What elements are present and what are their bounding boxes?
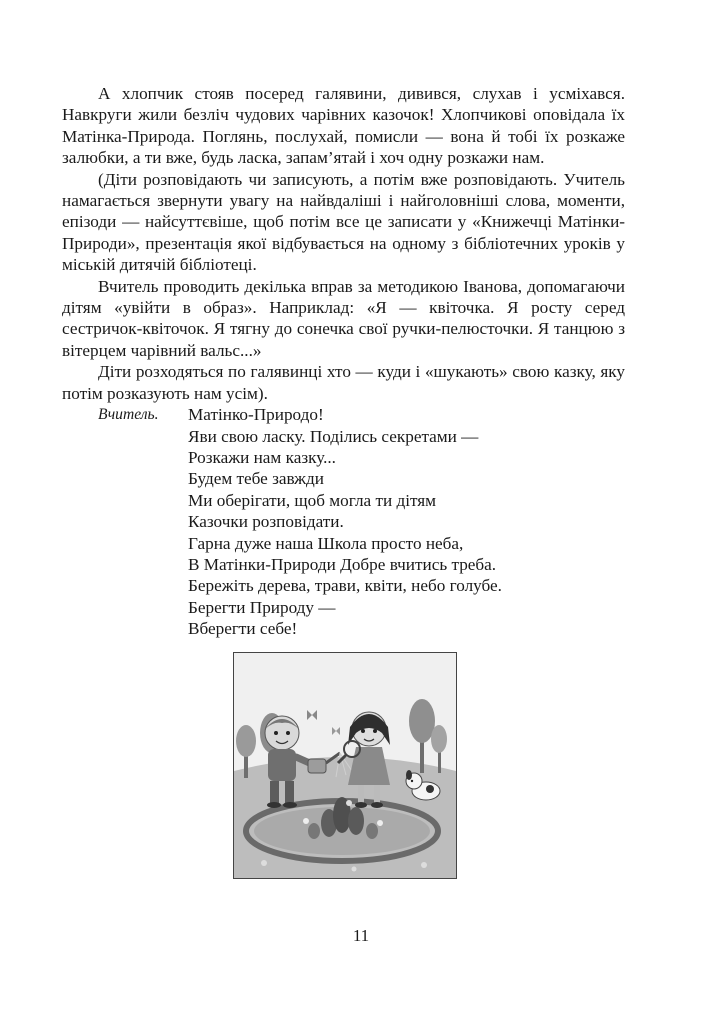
paragraph-4: Діти розходяться по галявинці хто — куди і «шукають» свою казку, яку потім розказують нам усім). xyxy=(62,362,625,403)
page-number: 11 xyxy=(352,926,370,945)
children-garden-illustration xyxy=(233,652,457,879)
verse-line: Берегти Природу — xyxy=(188,597,336,617)
main-text xyxy=(62,83,625,639)
speaker-label: Вчитель. xyxy=(98,406,159,424)
paragraph-1: А хлопчик стояв посеред галявини, дивився, слухав і усміхався. Навкруги жили безліч чудових чарівних казочок! Хлопчикові оповідала їх Матінка-Природа. Поглянь, послухай, помисли — вона й тобі їх розкаже залюбки, а ти вже, будь ласка, запам’ятай і хоч одну розкажи нам. xyxy=(62,84,625,168)
paragraph-2: (Діти розповідають чи записують, а потім вже розповідають. Учитель намагається звернути увагу на найвдаліші і найголовніші слова, моменти, епізоди — найсуттєвіше, щоб потім все це записати у «Книжечці Матінки-Природи», презентація якої відбувається на одному з бібліотечних уроків у міській дитячій бібліотеці. xyxy=(62,169,625,275)
verse-line: В Матінки-Природи Добре вчитись треба. xyxy=(188,554,497,574)
verse-line: Вберегти себе! xyxy=(188,619,298,639)
verse-line: Казочки розповідати. xyxy=(188,512,344,532)
verse-line: Яви свою ласку. Поділись секретами — xyxy=(188,426,479,446)
paragraph-3: Вчитель проводить декілька вправ за методикою Іванова, допомагаючи дітям «увійти в образ». Наприклад: «Я — квіточка. Я росту серед сестричок-квіточок. Я тягну до сонечка свої ручки-пелюсточки. Я танцюю з вітерцем чарівний вальс...» xyxy=(62,276,625,360)
verse-lines xyxy=(188,404,502,639)
illustration-drawing xyxy=(234,653,456,878)
verse-block xyxy=(62,404,625,639)
verse-line: Будем тебе завжди xyxy=(188,469,324,489)
verse-line: Бережіть дерева, трави, квіти, небо голубе. xyxy=(188,576,502,596)
verse-line: Ми оберігати, щоб могла ти дітям xyxy=(188,490,437,510)
verse-line: Матінко-Природо! xyxy=(188,405,324,425)
verse-line: Розкажи нам казку... xyxy=(188,447,336,467)
verse-line: Гарна дуже наша Школа просто неба, xyxy=(188,533,464,553)
